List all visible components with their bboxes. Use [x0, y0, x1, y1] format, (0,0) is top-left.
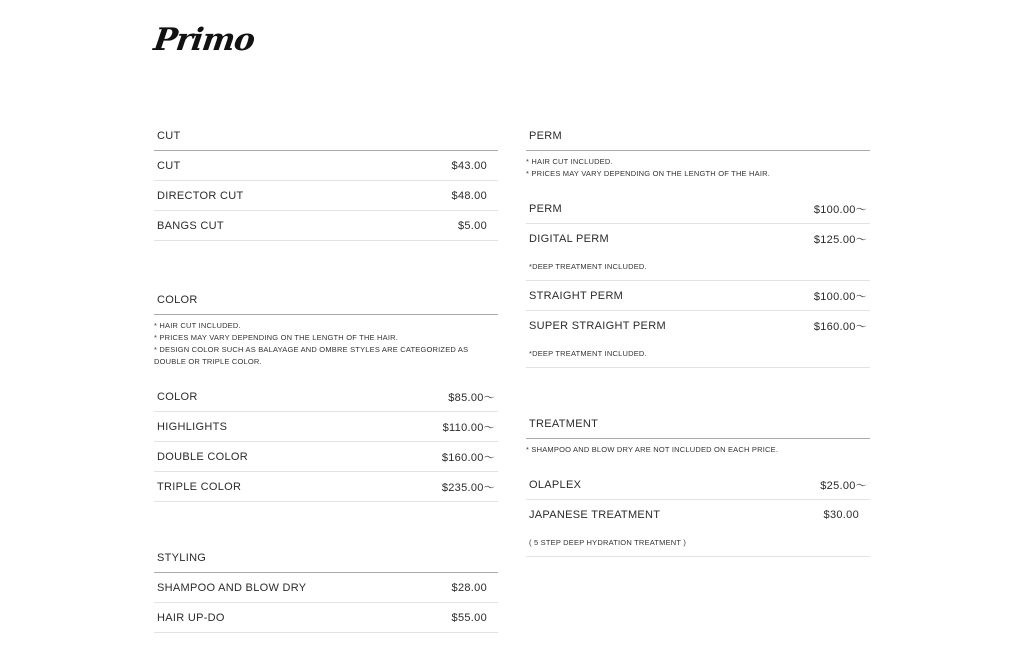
service-name: COLOR — [157, 390, 198, 403]
row-subnote: *DEEP TREATMENT INCLUDED. — [526, 253, 870, 281]
service-name: TRIPLE COLOR — [157, 480, 242, 493]
price-row — [526, 470, 870, 500]
price-row — [154, 181, 498, 211]
service-price: $160.00～ — [813, 320, 867, 333]
service-price: $100.00～ — [813, 290, 867, 303]
section-notes — [526, 151, 870, 194]
service-price: $48.00 — [451, 189, 487, 202]
price-row — [154, 442, 498, 472]
note-line: * PRICES MAY VARY DEPENDING ON THE LENGTH OF THE HAIR. — [526, 169, 771, 178]
note-line: * SHAMPOO AND BLOW DRY ARE NOT INCLUDED ON EACH PRICE. — [526, 445, 779, 454]
service-price: $85.00～ — [448, 391, 495, 404]
service-price: $125.00～ — [813, 233, 867, 246]
service-name: BANGS CUT — [157, 219, 224, 232]
note-line: * PRICES MAY VARY DEPENDING ON THE LENGTH OF THE HAIR. — [154, 333, 399, 342]
service-price: $5.00 — [457, 219, 487, 232]
price-row — [154, 211, 498, 241]
service-price: $28.00 — [451, 581, 487, 594]
service-price: $100.00～ — [813, 203, 867, 216]
price-row — [526, 194, 870, 224]
section-title: TREATMENT — [526, 410, 870, 439]
service-price: $160.00～ — [441, 451, 495, 464]
brand-logo[interactable]: Primo — [151, 22, 257, 58]
service-name: DIGITAL PERM — [529, 232, 609, 245]
service-price: $30.00 — [823, 508, 859, 521]
price-row — [526, 500, 870, 529]
service-name: STRAIGHT PERM — [529, 289, 624, 302]
price-row — [526, 281, 870, 311]
price-row — [526, 224, 870, 253]
section-treatment — [526, 410, 870, 557]
section-title: STYLING — [154, 544, 498, 573]
section-cut — [154, 122, 498, 241]
service-name: PERM — [529, 202, 562, 215]
service-name: OLAPLEX — [529, 478, 582, 491]
service-name: JAPANESE TREATMENT — [529, 508, 661, 521]
row-subnote: ( 5 STEP DEEP HYDRATION TREATMENT ) — [526, 529, 870, 557]
note-line: * DESIGN COLOR SUCH AS BALAYAGE AND OMBRE STYLES ARE CATEGORIZED AS — [154, 345, 469, 354]
service-name: CUT — [157, 159, 181, 172]
price-row — [154, 603, 498, 633]
price-row — [154, 382, 498, 412]
right-column — [526, 122, 870, 557]
note-line: * HAIR CUT INCLUDED. — [154, 321, 241, 330]
service-price: $25.00～ — [820, 479, 867, 492]
section-styling — [154, 544, 498, 633]
price-row — [154, 151, 498, 181]
service-price: $43.00 — [451, 159, 487, 172]
section-title: COLOR — [154, 286, 498, 315]
price-row — [154, 412, 498, 442]
service-name: SHAMPOO AND BLOW DRY — [157, 581, 307, 594]
price-row — [526, 311, 870, 340]
note-line: DOUBLE OR TRIPLE COLOR. — [154, 357, 262, 366]
left-column — [154, 122, 498, 633]
service-name: HAIR UP-DO — [157, 611, 225, 624]
service-price: $235.00～ — [441, 481, 495, 494]
service-name: SUPER STRAIGHT PERM — [529, 319, 666, 332]
section-color — [154, 286, 498, 502]
price-row — [154, 573, 498, 603]
service-name: HIGHLIGHTS — [157, 420, 228, 433]
service-name: DIRECTOR CUT — [157, 189, 244, 202]
service-price: $55.00 — [451, 611, 487, 624]
service-name: DOUBLE COLOR — [157, 450, 249, 463]
note-line: * HAIR CUT INCLUDED. — [526, 157, 613, 166]
section-title: CUT — [154, 122, 498, 151]
section-perm — [526, 122, 870, 368]
section-notes — [154, 315, 498, 382]
section-title: PERM — [526, 122, 870, 151]
section-notes — [526, 439, 870, 470]
row-subnote: *DEEP TREATMENT INCLUDED. — [526, 340, 870, 368]
price-row — [154, 472, 498, 502]
service-price: $110.00～ — [442, 421, 495, 434]
